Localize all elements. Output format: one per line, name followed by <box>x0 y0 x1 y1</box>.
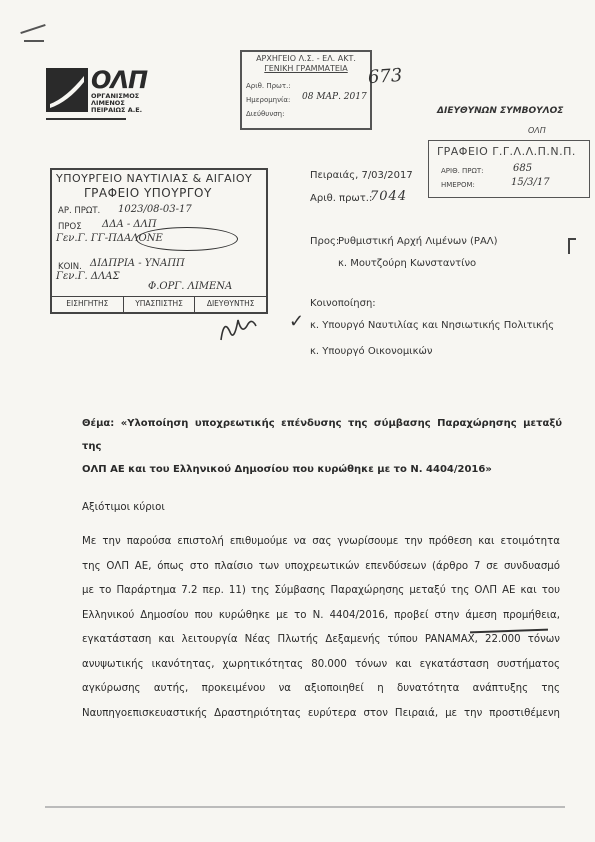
gg-office-stamp: ΓΡΑΦΕΙΟ Γ.Γ.Λ.Λ.Π.Ν.Π. ΑΡΙΘ. ΠΡΩΤ: 685 ΗΜΕΡΟΜ: 15/3/17 <box>428 140 590 198</box>
scan-mark <box>568 240 570 254</box>
logo-subtitle: ΟΡΓΑΝΙΣΜΟΣ ΛΙΜΕΝΟΣ ΠΕΙΡΑΙΩΣ Α.Ε. <box>91 92 143 114</box>
subject: Θέμα: «Υλοποίηση υποχρεωτικής επένδυσης της σύμβασης Παραχώρησης μεταξύ της ΟΛΠ ΑΕ και του Ελληνικού Δημοσίου που κυρώθηκε με το Ν. 4404/2016» <box>82 418 562 475</box>
body-line: εγκατάσταση και λειτουργία Νέας Πλωτής Δεξαμενής τύπου PANAMAX, 22.000 τόνων <box>82 634 560 645</box>
stamp-columns: ΕΙΣΗΓΗΤΗΣ ΥΠΑΣΠΙΣΤΗΣ ΔΙΕΥΘΥΝΤΗΣ <box>52 296 266 313</box>
olp-logo-mark <box>46 68 88 112</box>
to-label: Προς: <box>310 236 340 247</box>
directors-label: ΔΙΕΥΘΥΝΩΝ ΣΥΜΒΟΥΛΟΣ <box>437 106 564 116</box>
body-line: Με την παρούσα επιστολή επιθυμούμε να σας γνωρίσουμε την πρόθεση και ετοιμότητα <box>82 536 560 547</box>
handwritten-date: 08 ΜΑΡ. 2017 <box>302 92 367 102</box>
scan-mark <box>568 238 576 240</box>
signature-icon <box>218 312 258 344</box>
logo-rule <box>46 118 126 120</box>
protocol-number: 7044 <box>370 189 408 204</box>
body-paragraph <box>82 530 560 726</box>
cc-line-2: κ. Υπουργό Οικονομικών <box>310 346 433 357</box>
body-line: της ΟΛΠ ΑΕ, όπως στο πλαίσιο των υποχρεωτικών επενδύσεων (άρθρο 7 σε συνδυασμό <box>82 560 560 572</box>
body-line: Ναυπηγοεπισκευαστικής Δραστηριότητας ευρύτερα στον Πειραιά, με την προστιθέμενη <box>82 707 560 719</box>
body-line: ανυψωτικής ικανότητας, χωρητικότητας 80.000 τόνων και εγκατάσταση συστήματος <box>82 658 560 670</box>
place-date: Πειραιάς, 7/03/2017 <box>310 170 413 181</box>
page-rule <box>45 806 565 808</box>
to-line-1: Ρυθμιστική Αρχή Λιμένων (ΡΑΛ) <box>338 236 498 247</box>
scan-mark <box>24 40 44 42</box>
registry-stamp: ΑΡΧΗΓΕΙΟ Λ.Σ. - ΕΛ. ΑΚΤ. ΓΕΝΙΚΗ ΓΡΑΜΜΑΤΕΙΑ Αριθ. Πρωτ.: Ημερομηνία: Διεύθυνση: 08 ΜΑΡ. 2017 <box>240 50 372 130</box>
ministry-stamp: ΥΠΟΥΡΓΕΙΟ ΝΑΥΤΙΛΙΑΣ & ΑΙΓΑΙΟΥ ΓΡΑΦΕΙΟ ΥΠΟΥΡΓΟΥ ΑΡ. ΠΡΩΤ. 1023/08-03-17 ΠΡΟΣ ΔΔΑ - ΔΛΠ Γεν.Γ. ΓΓ-ΠΔΑΛΟΝΕ ΚΟΙΝ. ΔΙΔΠΡΙΑ - ΥΝΑΠΠ Γεν.Γ. ΔΛΑΣ Φ.ΟΡΓ. ΛΙΜΕΝΑ ΕΙΣΗΓΗΤΗΣ ΥΠΑΣΠΙΣΤΗΣ ΔΙΕΥΘΥΝΤΗΣ <box>50 168 268 314</box>
to-line-2: κ. Μουτζούρη Κωνσταντίνο <box>338 258 477 269</box>
protocol-label: Αριθ. πρωτ.: <box>310 193 373 204</box>
body-line: με το Παράρτημα 7.2 περ. 11) της Σύμβασης Παραχώρησης μεταξύ της ΟΛΠ ΑΕ και του <box>82 585 560 596</box>
check-mark-icon: ✓ <box>289 311 305 332</box>
body-line: Ελληνικού Δημοσίου που κυρώθηκε με το Ν. 4404/2016, προβεί στην άμεση προμήθεια, <box>82 609 560 621</box>
handwritten-circle <box>136 227 238 251</box>
cc-line-1: κ. Υπουργό Ναυτιλίας και Νησιωτικής Πολιτικής <box>310 320 555 331</box>
wave-icon <box>46 68 88 112</box>
olp-tag: ΟΛΠ <box>528 126 546 135</box>
salutation: Αξιότιμοι κύριοι <box>82 502 165 513</box>
cc-label: Κοινοποίηση: <box>310 298 376 309</box>
logo-name: ΟΛΠ <box>91 66 148 94</box>
body-line: αγκύρωσης αυτής, προκειμένου να αξιοποιηθεί η δυνατότητα ανάπτυξης της <box>82 683 560 694</box>
handwritten-number: 673 <box>367 64 404 89</box>
scan-mark <box>20 24 45 34</box>
